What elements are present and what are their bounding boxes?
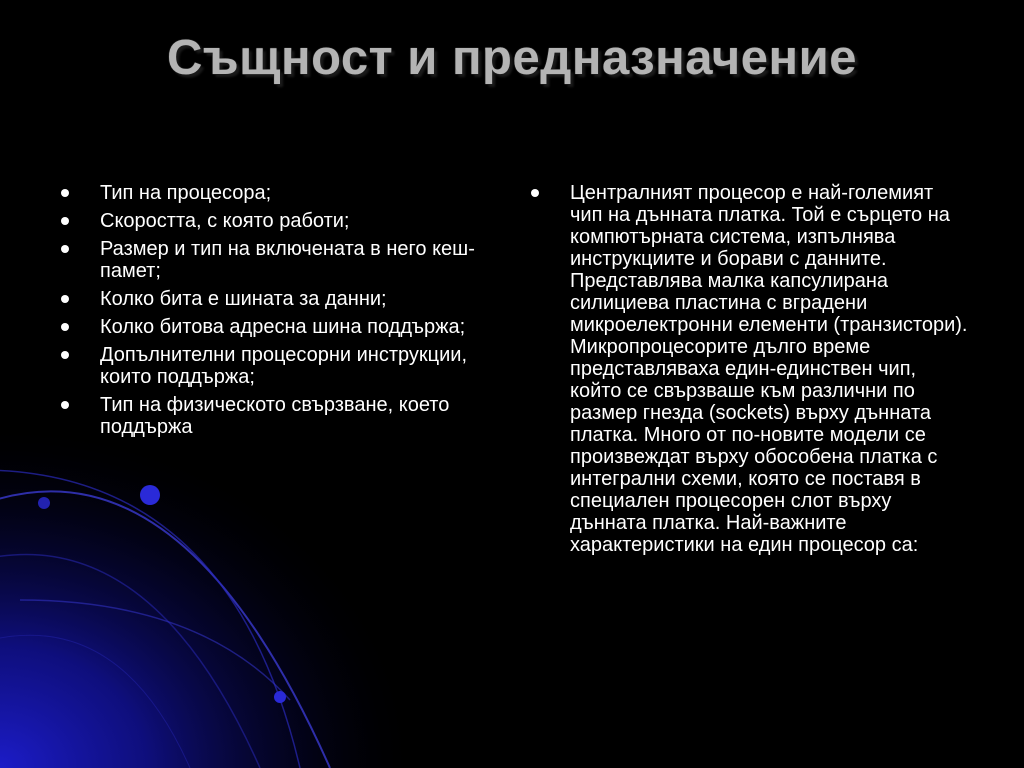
- left-bullet-list: [58, 182, 488, 438]
- bullet-icon: [61, 323, 69, 331]
- bullet-icon: [61, 217, 69, 225]
- list-item-text: Размер и тип на включената в него кеш-памет;: [100, 238, 475, 282]
- list-item: [58, 210, 488, 232]
- list-item-text: Централният процесор е най-големият чип на дънната платка. Той е сърцето на компютърната система, изпълнява инструкциите и борави с данните. Представлява малка капсулирана силициева пластина с вградени микроелектронни елементи (транзистори). Микропроцесорите дълго време представляваха един-единствен чип, който се свързваше към различни по размер гнезда (sockets) върху дънната платка. Много от по-новите модели се произвеждат върху обособена платка с интегрални схеми, която се поставя в специален процесорен слот върху дънната платка. Най-важните характеристики на един процесор са:: [570, 182, 968, 556]
- list-item: [58, 316, 488, 338]
- bullet-icon: [61, 401, 69, 409]
- left-column: [58, 182, 488, 444]
- glow-dot-3: [274, 691, 286, 703]
- list-item-text: Допълнителни процесорни инструкции, които поддържа;: [100, 344, 468, 388]
- page-title: Същност и предназначение: [167, 31, 857, 85]
- list-item-text: Колко бита е шината за данни;: [100, 288, 387, 310]
- glow-dot-1: [140, 485, 160, 505]
- glow-dot-2: [38, 497, 50, 509]
- bullet-icon: [61, 189, 69, 197]
- bullet-icon: [61, 295, 69, 303]
- right-column: [528, 182, 968, 562]
- list-item-text: Колко битова адресна шина поддържа;: [100, 316, 466, 338]
- list-item: [58, 288, 488, 310]
- list-item-text: Тип на физическото свързване, което поддържа: [100, 394, 450, 438]
- right-bullet-list: [528, 182, 968, 556]
- blue-glow: [0, 420, 420, 768]
- bullet-icon: [61, 351, 69, 359]
- list-item: [58, 238, 488, 282]
- list-item: [528, 182, 968, 556]
- list-item-text: Скоростта, с която работи;: [100, 210, 350, 232]
- bullet-icon: [531, 189, 539, 197]
- list-item: [58, 182, 488, 204]
- list-item-text: Тип на процесора;: [100, 182, 272, 204]
- list-item: [58, 344, 488, 388]
- list-item: [58, 394, 488, 438]
- bullet-icon: [61, 245, 69, 253]
